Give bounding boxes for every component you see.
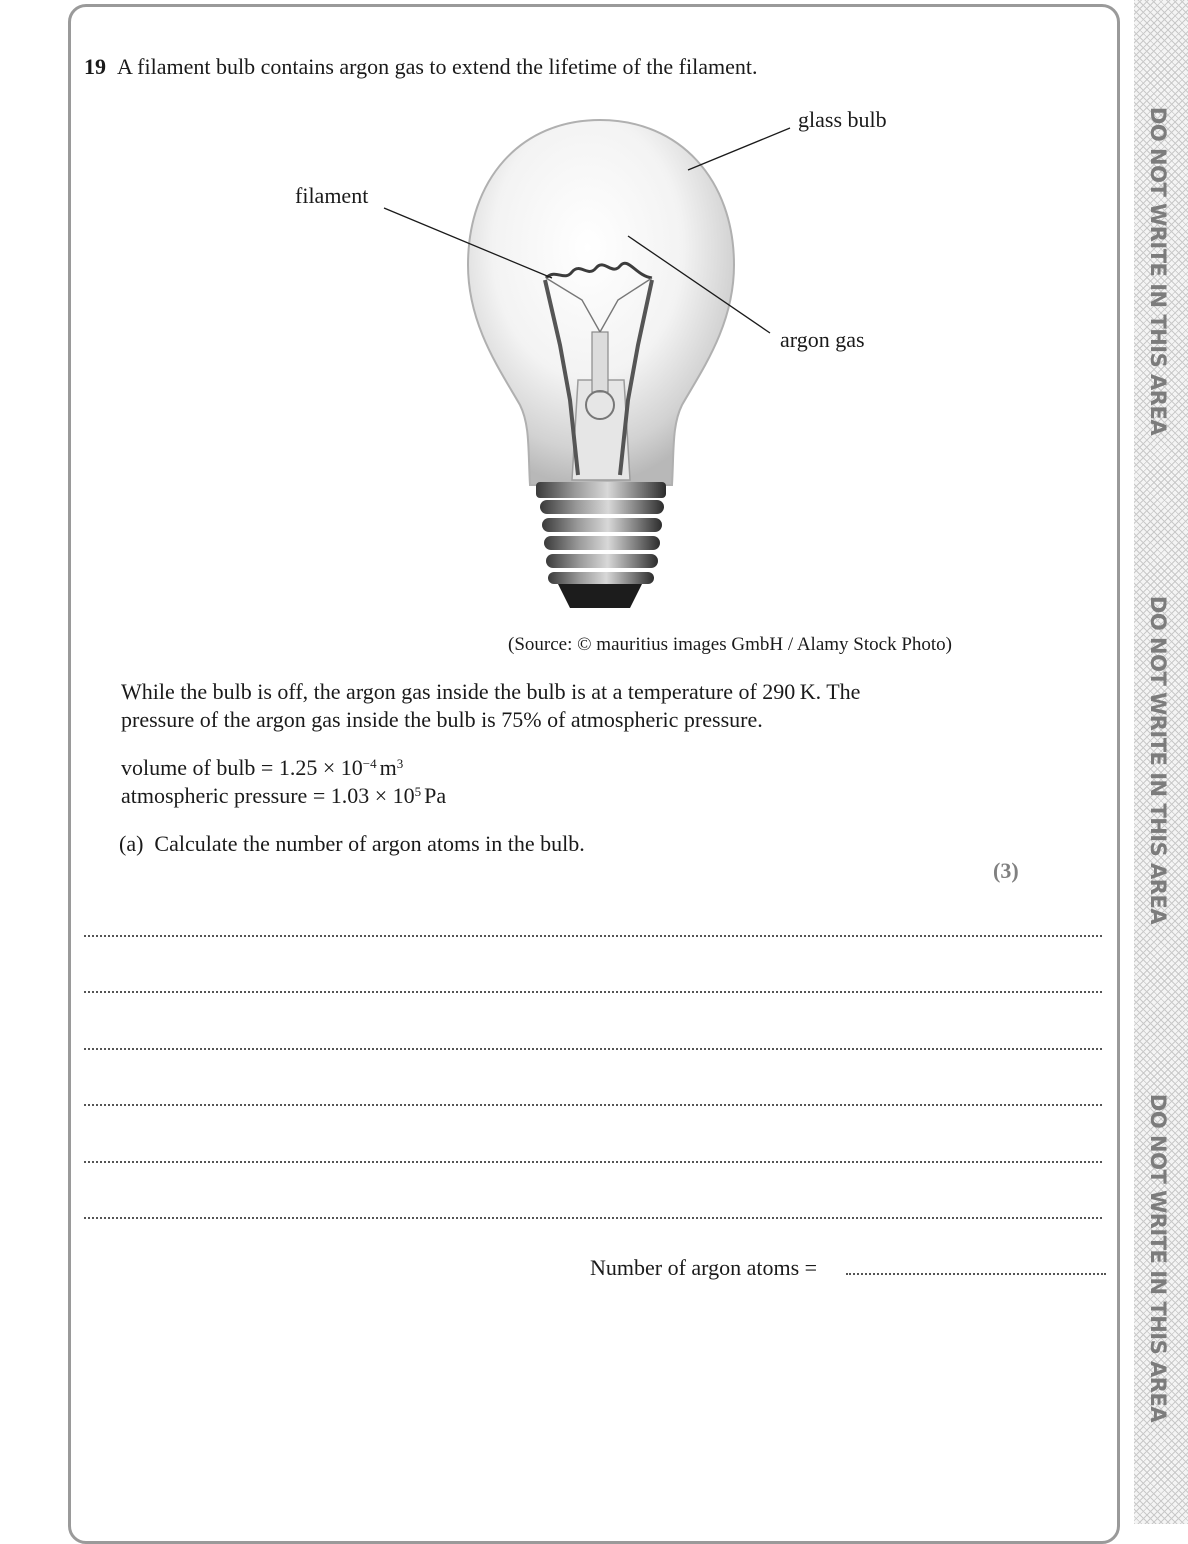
- label-argon-gas: argon gas: [780, 327, 865, 352]
- filament-leader: [384, 208, 552, 278]
- photo-source-credit: (Source: © mauritius images GmbH / Alamy Stock Photo): [508, 634, 953, 655]
- answer-line-2[interactable]: [84, 991, 1102, 993]
- argon-gas-leader: [628, 236, 770, 333]
- answer-line-1[interactable]: [84, 935, 1102, 937]
- label-filament: filament: [295, 183, 369, 208]
- margin-warning-middle: DO NOT WRITE IN THIS AREA: [1146, 595, 1170, 925]
- volume-unit-exponent: 3: [396, 756, 404, 771]
- pressure-text: atmospheric pressure = 1.03 × 10: [121, 783, 415, 808]
- info-line-1: While the bulb is off, the argon gas inside the bulb is at a temperature of 290 K. The: [121, 679, 861, 704]
- margin-warning-bottom: DO NOT WRITE IN THIS AREA: [1146, 1093, 1170, 1423]
- final-answer-field[interactable]: [846, 1273, 1106, 1275]
- margin-warning-top: DO NOT WRITE IN THIS AREA: [1146, 106, 1170, 436]
- question-stem-text: A filament bulb contains argon gas to extend the lifetime of the filament.: [117, 54, 758, 79]
- volume-of-bulb: [121, 754, 403, 782]
- answer-line-5[interactable]: [84, 1161, 1102, 1163]
- answer-label: Number of argon atoms =: [590, 1255, 818, 1280]
- volume-text: volume of bulb = 1.25 × 10: [121, 755, 363, 780]
- glass-bulb-leader: [688, 128, 790, 170]
- pressure-exponent: 5: [414, 784, 422, 799]
- part-a-text: Calculate the number of argon atoms in the bulb.: [154, 831, 585, 856]
- volume-exponent: −4: [362, 756, 377, 771]
- answer-line-4[interactable]: [84, 1104, 1102, 1106]
- info-line-2: pressure of the argon gas inside the bulb is 75% of atmospheric pressure.: [121, 707, 763, 732]
- atmospheric-pressure: [121, 782, 446, 810]
- part-a-marks: (3): [993, 858, 1019, 883]
- label-glass-bulb: glass bulb: [798, 107, 887, 132]
- part-a-question: [119, 830, 585, 858]
- pressure-unit: Pa: [424, 783, 447, 808]
- question-number: 19: [84, 54, 106, 79]
- answer-line-6[interactable]: [84, 1217, 1102, 1219]
- answer-line-3[interactable]: [84, 1048, 1102, 1050]
- volume-unit: m: [379, 755, 397, 780]
- part-a-label: (a): [119, 831, 144, 856]
